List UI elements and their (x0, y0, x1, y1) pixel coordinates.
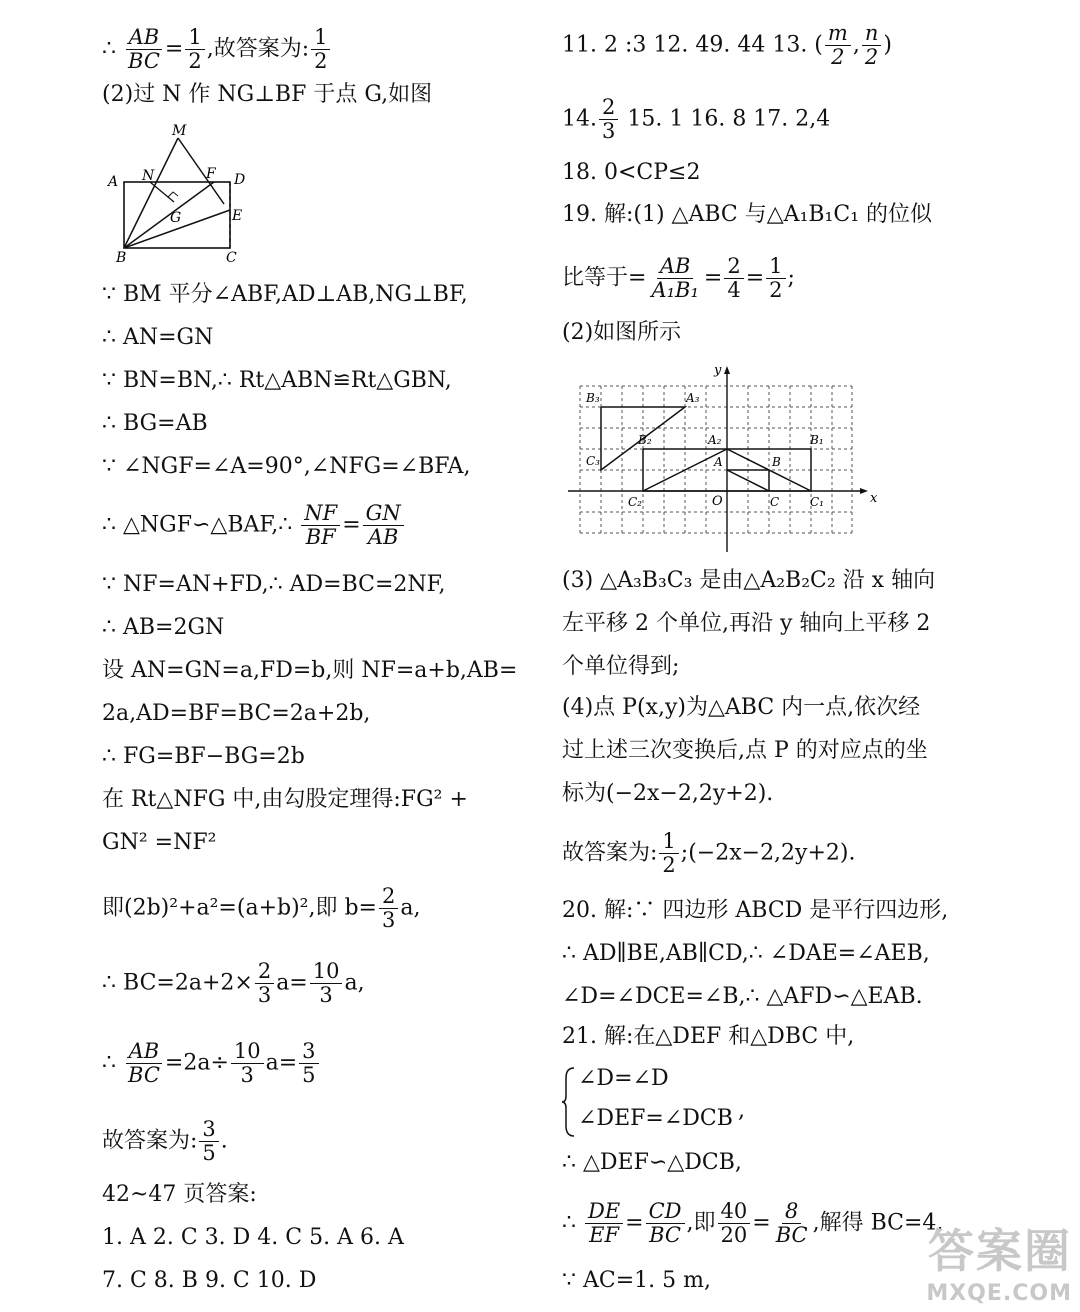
line-b-value: 即(2b)²+a²=(a+b)²,即 b= $\frac{2}{3}$ a, (102, 884, 421, 932)
label-a: A (108, 174, 119, 190)
answer-20: 20. 解:∵ 四边形 ABCD 是平行四边形, (562, 898, 949, 923)
label-f: F (206, 166, 216, 182)
label-x-axis: x (870, 491, 878, 506)
label-c: C (226, 250, 237, 264)
line-let: 设 AN=GN=a,FD=b,则 NF=a+b,AB= (102, 658, 518, 683)
label-a2: A₂ (708, 433, 722, 447)
answer-19-part4-end: 标为(−2x−2,2y+2). (562, 781, 774, 806)
answers-14-17: 14. $\frac{2}{3}$ 15. 1 16. 8 17. 2,4 (562, 95, 831, 143)
fraction-ab-bc: $\frac{AB}{BC}$ (125, 26, 163, 73)
label-b: B (772, 455, 781, 469)
answer-21: 21. 解:在△DEF 和△DBC 中, (562, 1024, 855, 1049)
label-b3: B₃ (586, 391, 600, 405)
part-2-heading: (2)过 N 作 NG⊥BF 于点 G,如图 (102, 82, 433, 107)
label-c2: C₂ (628, 495, 642, 509)
label-b: B (116, 250, 127, 264)
answers-11-13: 11. 2 :3 12. 49. 44 13. ( $\frac{m}{2}$ , $\frac{n}{2}$ ) (562, 21, 892, 69)
label-g: G (170, 210, 182, 226)
line-ab-bc-ratio: ∴ $\frac{AB}{BC}$ =2a÷ $\frac{10}{3}$ a= $\frac{3}{5}$ (102, 1040, 321, 1087)
answer-19-part4: (4)点 P(x,y)为△ABC 内一点,依次经 (562, 695, 921, 720)
label-c3: C₃ (586, 454, 600, 468)
answer-20-end: ∠D=∠DCE=∠B,∴ △AFD∽△EAB. (562, 984, 923, 1009)
label-a3: A₃ (686, 391, 700, 405)
label-m: M (172, 124, 187, 139)
line-an-gn: ∴ AN=GN (102, 325, 214, 350)
label-origin: O (712, 494, 723, 509)
line-similar: ∴ △NGF∽△BAF,∴ $\frac{NF}{BF}$ = $\frac{GN}{AB}$ (102, 502, 406, 549)
brace-system: ∠D=∠D ∠DEF=∠DCB , (562, 1064, 782, 1140)
line-bg-ab: ∴ BG=AB (102, 411, 208, 436)
answers-1-6: 1. A 2. C 3. D 4. C 5. A 6. A (102, 1225, 404, 1250)
label-a: A (714, 455, 723, 469)
geometry-figure (102, 124, 262, 264)
part-2-heading-right: (2)如图所示 (562, 320, 682, 345)
line-ratio-equals: 比等于= $\frac{AB}{\text{A₁B₁}}$ = $\frac{2}{4}$ = $\frac{1}{2}$ ; (562, 254, 795, 302)
line-ac-value: ∵ AC=1. 5 m, (562, 1268, 711, 1293)
label-b1: B₁ (810, 433, 824, 447)
answer-19-part3-end: 个单位得到; (562, 654, 680, 679)
line-solve-bc: ∴ $\frac{DE}{EF}$ = $\frac{CD}{BC}$ ,即 $\frac{40}{20}$ = $\frac{8}{BC}$ ,解得 BC=4, (562, 1199, 944, 1247)
line-bisector: ∵ BM 平分∠ABF,AD⊥AB,NG⊥BF, (102, 282, 468, 307)
label-c1: C₁ (810, 495, 824, 509)
line-fg: ∴ FG=BF−BG=2b (102, 744, 305, 769)
answer-19-part4-cont: 过上述三次变换后,点 P 的对应点的坐 (562, 738, 928, 763)
watermark-logo: 答案圈 MXQE.COM (926, 1224, 1072, 1306)
answers-7-10: 7. C 8. B 9. C 10. D (102, 1268, 317, 1293)
line-final-answer: 故答案为: $\frac{3}{5}$ . (102, 1117, 228, 1165)
label-b2: B₂ (638, 433, 652, 447)
line-let-cont: 2a,AD=BF=BC=2a+2b, (102, 701, 371, 726)
line-nf: ∵ NF=AN+FD,∴ AD=BC=2NF, (102, 572, 446, 597)
line-congruent: ∵ BN=BN,∴ Rt△ABN≌Rt△GBN, (102, 368, 452, 393)
line-bc-value: ∴ BC=2a+2× $\frac{2}{3}$ a= $\frac{10}{3}$ a, (102, 959, 365, 1007)
answer-18: 18. 0<CP≤2 (562, 160, 701, 185)
label-n: N (142, 168, 155, 184)
label-d: D (234, 172, 246, 188)
answer-19-final: 故答案为: $\frac{1}{2}$ ;(−2x−2,2y+2). (562, 829, 856, 877)
line-pythagoras-cont: GN² =NF² (102, 830, 217, 855)
label-e: E (232, 208, 243, 224)
line-similar-def-dcb: ∴ △DEF∽△DCB, (562, 1150, 742, 1175)
answer-20-cont: ∴ AD∥BE,AB∥CD,∴ ∠DAE=∠AEB, (562, 941, 930, 966)
line-angles: ∵ ∠NGF=∠A=90°,∠NFG=∠BFA, (102, 454, 471, 479)
label-c: C (770, 495, 780, 509)
coordinate-grid-figure (564, 362, 884, 558)
answer-19-part3: (3) △A₃B₃C₃ 是由△A₂B₂C₂ 沿 x 轴向 (562, 568, 936, 593)
label-y-axis: y (714, 363, 722, 378)
line-pythagoras: 在 Rt△NFG 中,由勾股定理得:FG² + (102, 787, 468, 812)
line-ratio-result: ∴ $\frac{AB}{BC}$ = $\frac{1}{2}$ ,故答案为: $\frac{1}{2}$ (102, 26, 332, 73)
section-heading-42-47: 42~47 页答案: (102, 1182, 257, 1207)
answer-19-part3-cont: 左平移 2 个单位,再沿 y 轴向上平移 2 (562, 611, 931, 636)
answer-19-part1: 19. 解:(1) △ABC 与△A₁B₁C₁ 的位似 (562, 202, 933, 227)
line-ab-2gn: ∴ AB=2GN (102, 615, 225, 640)
